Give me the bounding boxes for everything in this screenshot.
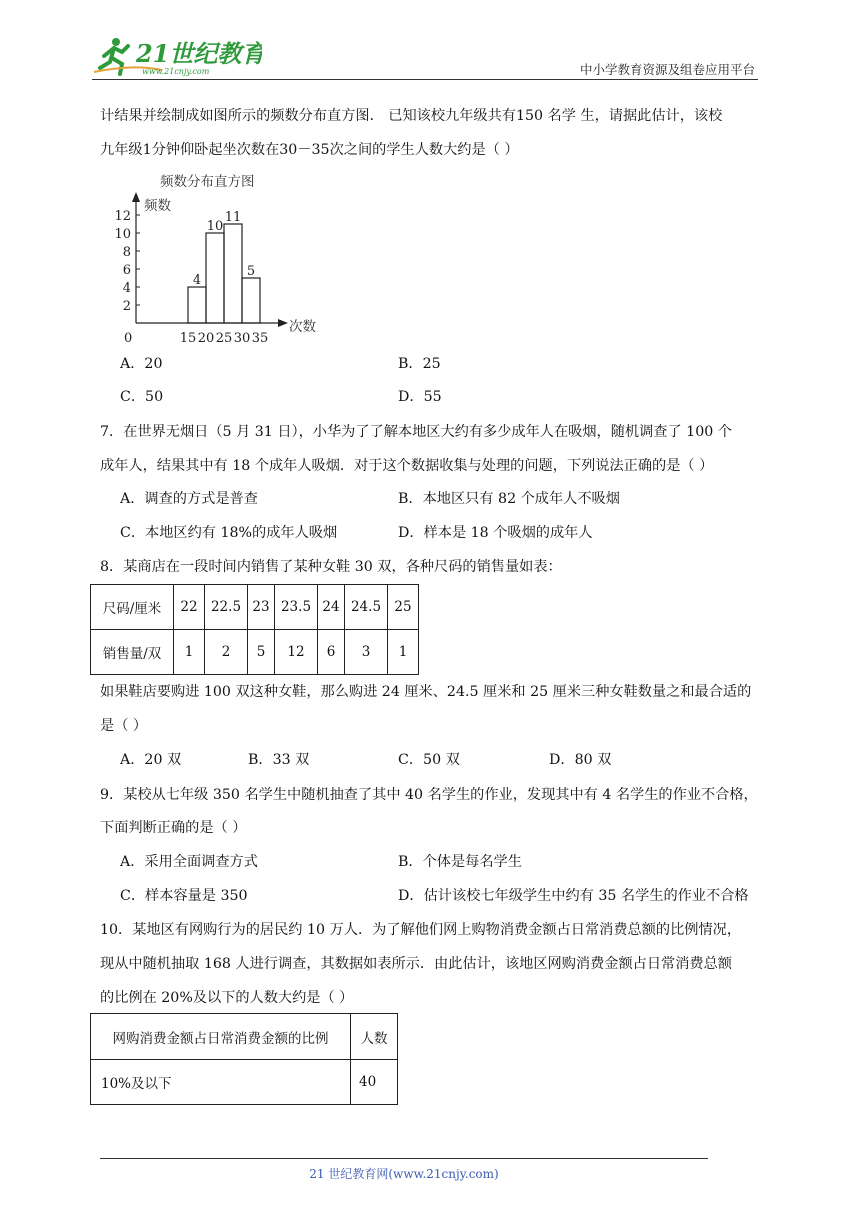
table-row: [91, 1014, 398, 1060]
table-row: [91, 585, 419, 630]
table-cell: 6: [318, 630, 345, 675]
x-tick-label: 15: [179, 331, 197, 346]
table-cell: 1: [174, 630, 205, 675]
origin-label: 0: [124, 331, 133, 346]
chart-title: 频数分布直方图: [160, 174, 255, 190]
q10-line-2: 现从中随机抽取 168 人进行调查，其数据如表所示．由此估计，该地区网购消费金额占日常消费总额: [100, 956, 732, 972]
y-tick-label: 6: [122, 263, 131, 278]
table-cell: 23: [248, 585, 275, 630]
histogram-bar: [224, 224, 242, 323]
q7-option-b[interactable]: B．本地区只有 82 个成年人不吸烟: [398, 491, 620, 507]
footer-divider: [100, 1158, 708, 1159]
table-cell: 40: [351, 1060, 398, 1105]
x-tick-label: 20: [197, 331, 215, 346]
table-cell: 23.5: [275, 585, 318, 630]
table-cell: 25: [388, 585, 419, 630]
header-platform-text: 中小学教育资源及组卷应用平台: [579, 62, 755, 77]
q6-option-c[interactable]: C．50: [120, 389, 164, 405]
y-tick-label: 12: [114, 209, 131, 224]
footer-text: 21 世纪教育网(www.21cnjy.com): [309, 1167, 499, 1181]
site-logo: [92, 34, 262, 80]
q7-line-2: 成年人，结果其中有 18 个成年人吸烟．对于这个数据收集与处理的问题，下列说法正确的是（ ）: [100, 458, 714, 474]
table-cell: 尺码/厘米: [91, 585, 174, 630]
q7-line-1: 7．在世界无烟日（5 月 31 日），小华为了了解本地区大约有多少成年人在吸烟，随机调查了 100 个: [100, 424, 732, 440]
q9-line-2: 下面判断正确的是（ ）: [100, 820, 247, 836]
table-cell: 5: [248, 630, 275, 675]
table-cell: 22: [174, 585, 205, 630]
table-cell: 12: [275, 630, 318, 675]
y-tick-label: 2: [122, 299, 131, 314]
q10-line-3: 的比例在 20%及以下的人数大约是（ ）: [100, 990, 354, 1006]
q8-option-a[interactable]: A．20 双: [120, 752, 182, 768]
y-tick-label: 4: [122, 281, 131, 296]
table-cell: 24.5: [345, 585, 388, 630]
table-row: [91, 630, 419, 675]
q7-option-d[interactable]: D．样本是 18 个吸烟的成年人: [398, 525, 593, 541]
y-axis-label: 频数: [144, 198, 171, 214]
histogram-bar: [242, 278, 260, 323]
q9-option-a[interactable]: A．采用全面调查方式: [120, 854, 258, 870]
q6-option-d[interactable]: D．55: [398, 389, 442, 405]
q8-option-d[interactable]: D．80 双: [549, 752, 612, 768]
q9-option-d[interactable]: D．估计该校七年级学生中约有 35 名学生的作业不合格: [398, 888, 749, 904]
q7-option-a[interactable]: A．调查的方式是普查: [120, 491, 258, 507]
table-cell: 2: [205, 630, 248, 675]
table-cell: 24: [318, 585, 345, 630]
header-divider: [92, 79, 758, 80]
q8-size-table: [90, 584, 419, 675]
x-axis-label: 次数: [289, 319, 316, 335]
table-cell: 3: [345, 630, 388, 675]
q8-option-b[interactable]: B．33 双: [248, 752, 310, 768]
q10-ratio-table: [90, 1013, 398, 1105]
table-cell: 1: [388, 630, 419, 675]
bar-value-label: 4: [192, 273, 202, 288]
q8-option-c[interactable]: C．50 双: [398, 752, 460, 768]
table-cell: 10%及以下: [91, 1060, 351, 1105]
q8-line-1: 8．某商店在一段时间内销售了某种女鞋 30 双，各种尺码的销售量如表：: [100, 559, 562, 575]
bar-value-label: 5: [246, 264, 256, 279]
table-cell: 22.5: [205, 585, 248, 630]
x-tick-label: 35: [251, 331, 269, 346]
q9-option-b[interactable]: B．个体是每名学生: [398, 854, 522, 870]
q6-option-a[interactable]: A．20: [120, 356, 163, 372]
histogram-svg: [108, 170, 348, 348]
q8-line-2: 如果鞋店要购进 100 双这种女鞋，那么购进 24 厘米、24.5 厘米和 25 厘米三种女鞋数量之和最合适的: [100, 684, 752, 700]
bar-value-label: 10: [206, 219, 224, 234]
logo-text: 21世纪教育: [136, 39, 262, 68]
histogram-bar: [206, 233, 224, 323]
q6-line-1: 计结果并绘制成如图所示的频数分布直方图． 已知该校九年级共有150 名学 生，请据此估计，该校: [100, 108, 723, 124]
q10-line-1: 10．某地区有网购行为的居民约 10 万人．为了解他们网上购物消费金额占日常消费总额的比例情况，: [100, 922, 742, 938]
q8-line-3: 是（ ）: [100, 718, 148, 734]
q9-line-1: 9．某校从七年级 350 名学生中随机抽查了其中 40 名学生的作业，发现其中有 4 名学生的作业不合格，: [100, 787, 758, 803]
q9-option-c[interactable]: C．样本容量是 350: [120, 888, 248, 904]
y-tick-label: 10: [114, 227, 131, 242]
histogram-chart: [108, 170, 348, 348]
table-cell: 人数: [351, 1014, 398, 1060]
bar-value-label: 11: [224, 210, 242, 225]
table-cell: 销售量/双: [91, 630, 174, 675]
logo-url: www.21cnjy.com: [142, 67, 210, 76]
x-axis-arrow-icon: [278, 319, 288, 327]
table-cell: 网购消费金额占日常消费金额的比例: [91, 1014, 351, 1060]
y-tick-label: 8: [122, 245, 131, 260]
x-tick-label: 30: [233, 331, 251, 346]
histogram-bar: [188, 287, 206, 323]
y-axis-arrow-icon: [132, 192, 140, 202]
q6-option-b[interactable]: B．25: [398, 356, 441, 372]
table-row: [91, 1060, 398, 1105]
runner-logo-icon: [92, 34, 262, 80]
q6-line-2: 九年级1分钟仰卧起坐次数在30－35次之间的学生人数大约是（ ）: [100, 142, 519, 158]
x-tick-label: 25: [215, 331, 233, 346]
q7-option-c[interactable]: C．本地区约有 18%的成年人吸烟: [120, 525, 338, 541]
